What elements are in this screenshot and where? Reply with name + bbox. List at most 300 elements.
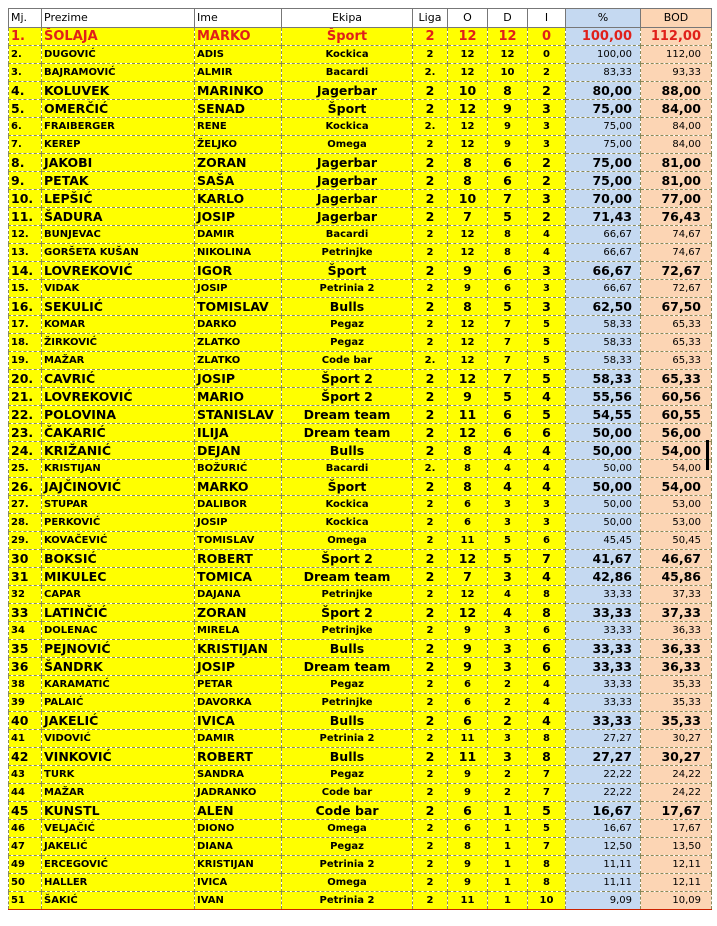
cell-o[interactable]: 6 <box>448 514 488 532</box>
cell-position[interactable]: 32 <box>9 586 42 604</box>
cell-ime[interactable]: DAMIR <box>195 226 282 244</box>
cell-prezime[interactable]: DUGOVIĆ <box>42 46 195 64</box>
cell-ime[interactable]: JOSIP <box>195 280 282 298</box>
cell-prezime[interactable]: VINKOVIĆ <box>42 748 195 766</box>
cell-d[interactable]: 4 <box>488 586 528 604</box>
cell-bod[interactable]: 45,86 <box>641 568 712 586</box>
cell-bod[interactable]: 77,00 <box>641 190 712 208</box>
cell-pct[interactable]: 33,33 <box>566 658 641 676</box>
cell-ime[interactable]: JOSIP <box>195 370 282 388</box>
cell-o[interactable]: 6 <box>448 712 488 730</box>
cell-liga[interactable]: 2 <box>413 604 448 622</box>
cell-i[interactable]: 6 <box>528 532 566 550</box>
cell-i[interactable]: 5 <box>528 802 566 820</box>
cell-position[interactable]: 42 <box>9 748 42 766</box>
cell-ekipa[interactable]: Bulls <box>282 712 413 730</box>
cell-bod[interactable]: 60,55 <box>641 406 712 424</box>
cell-liga[interactable]: 2 <box>413 514 448 532</box>
cell-prezime[interactable]: PALAIĆ <box>42 694 195 712</box>
cell-liga[interactable]: 2 <box>413 190 448 208</box>
cell-position[interactable]: 9. <box>9 172 42 190</box>
cell-position[interactable]: 1. <box>9 28 42 46</box>
cell-pct[interactable]: 58,33 <box>566 370 641 388</box>
cell-ime[interactable]: IGOR <box>195 262 282 280</box>
cell-bod[interactable]: 112,00 <box>641 28 712 46</box>
table-row[interactable] <box>9 262 712 280</box>
cell-i[interactable]: 5 <box>528 352 566 370</box>
cell-ekipa[interactable]: Pegaz <box>282 766 413 784</box>
cell-pct[interactable]: 75,00 <box>566 100 641 118</box>
cell-liga[interactable]: 2 <box>413 730 448 748</box>
cell-liga[interactable]: 2 <box>413 658 448 676</box>
cell-pct[interactable]: 100,00 <box>566 46 641 64</box>
cell-pct[interactable]: 54,55 <box>566 406 641 424</box>
cell-liga[interactable]: 2 <box>413 424 448 442</box>
cell-ime[interactable]: DAJANA <box>195 586 282 604</box>
cell-bod[interactable]: 56,00 <box>641 424 712 442</box>
cell-ime[interactable]: DIANA <box>195 838 282 856</box>
cell-ime[interactable]: PETAR <box>195 676 282 694</box>
table-row[interactable] <box>9 856 712 874</box>
table-row[interactable] <box>9 478 712 496</box>
cell-bod[interactable]: 65,33 <box>641 334 712 352</box>
table-row[interactable] <box>9 622 712 640</box>
cell-ekipa[interactable]: Code bar <box>282 784 413 802</box>
cell-bod[interactable]: 12,11 <box>641 874 712 892</box>
cell-i[interactable]: 8 <box>528 874 566 892</box>
cell-o[interactable]: 10 <box>448 190 488 208</box>
cell-i[interactable]: 8 <box>528 730 566 748</box>
table-row[interactable] <box>9 64 712 82</box>
cell-ekipa[interactable]: Jagerbar <box>282 82 413 100</box>
cell-d[interactable]: 6 <box>488 154 528 172</box>
cell-position[interactable]: 24. <box>9 442 42 460</box>
cell-position[interactable]: 41 <box>9 730 42 748</box>
cell-prezime[interactable]: BUNJEVAC <box>42 226 195 244</box>
cell-prezime[interactable]: MAŽAR <box>42 352 195 370</box>
cell-d[interactable]: 7 <box>488 334 528 352</box>
cell-o[interactable]: 11 <box>448 892 488 910</box>
cell-liga[interactable]: 2. <box>413 460 448 478</box>
cell-prezime[interactable]: CAPAR <box>42 586 195 604</box>
cell-bod[interactable]: 53,00 <box>641 514 712 532</box>
cell-prezime[interactable]: HALLER <box>42 874 195 892</box>
cell-ekipa[interactable]: Dream team <box>282 406 413 424</box>
cell-ekipa[interactable]: Pegaz <box>282 334 413 352</box>
cell-prezime[interactable]: MAŽAR <box>42 784 195 802</box>
cell-prezime[interactable]: KRIŽANIĆ <box>42 442 195 460</box>
cell-o[interactable]: 9 <box>448 658 488 676</box>
cell-position[interactable]: 6. <box>9 118 42 136</box>
cell-d[interactable]: 9 <box>488 136 528 154</box>
cell-prezime[interactable]: JAKOBI <box>42 154 195 172</box>
cell-ime[interactable]: MARKO <box>195 478 282 496</box>
cell-o[interactable]: 12 <box>448 244 488 262</box>
table-row[interactable] <box>9 496 712 514</box>
cell-ime[interactable]: RENE <box>195 118 282 136</box>
cell-d[interactable]: 3 <box>488 622 528 640</box>
table-row[interactable] <box>9 172 712 190</box>
cell-bod[interactable]: 67,50 <box>641 298 712 316</box>
cell-prezime[interactable]: ERCEGOVIĆ <box>42 856 195 874</box>
cell-i[interactable]: 5 <box>528 370 566 388</box>
cell-prezime[interactable]: ŠANDRK <box>42 658 195 676</box>
cell-liga[interactable]: 2 <box>413 226 448 244</box>
cell-o[interactable]: 6 <box>448 694 488 712</box>
cell-pct[interactable]: 41,67 <box>566 550 641 568</box>
cell-position[interactable]: 28. <box>9 514 42 532</box>
cell-d[interactable]: 12 <box>488 28 528 46</box>
cell-prezime[interactable]: KUNSTL <box>42 802 195 820</box>
cell-ime[interactable]: MARKO <box>195 28 282 46</box>
cell-ekipa[interactable]: Bulls <box>282 298 413 316</box>
cell-i[interactable]: 3 <box>528 298 566 316</box>
table-row[interactable] <box>9 748 712 766</box>
cell-bod[interactable]: 84,00 <box>641 118 712 136</box>
cell-liga[interactable]: 2 <box>413 46 448 64</box>
cell-ime[interactable]: SAŠA <box>195 172 282 190</box>
cell-d[interactable]: 3 <box>488 496 528 514</box>
cell-i[interactable]: 6 <box>528 424 566 442</box>
cell-ekipa[interactable]: Šport 2 <box>282 604 413 622</box>
cell-d[interactable]: 8 <box>488 244 528 262</box>
cell-ime[interactable]: DAVORKA <box>195 694 282 712</box>
cell-pct[interactable]: 22,22 <box>566 766 641 784</box>
table-row[interactable] <box>9 316 712 334</box>
cell-d[interactable]: 4 <box>488 604 528 622</box>
header-prezime[interactable]: Prezime <box>42 9 195 28</box>
cell-pct[interactable]: 16,67 <box>566 802 641 820</box>
cell-i[interactable]: 4 <box>528 568 566 586</box>
cell-d[interactable]: 7 <box>488 316 528 334</box>
cell-i[interactable]: 4 <box>528 460 566 478</box>
cell-ekipa[interactable]: Jagerbar <box>282 190 413 208</box>
cell-pct[interactable]: 50,00 <box>566 460 641 478</box>
cell-bod[interactable]: 30,27 <box>641 730 712 748</box>
cell-prezime[interactable]: KOLUVEK <box>42 82 195 100</box>
cell-position[interactable]: 51 <box>9 892 42 910</box>
table-row[interactable] <box>9 334 712 352</box>
cell-ime[interactable]: ZLATKO <box>195 334 282 352</box>
cell-liga[interactable]: 2 <box>413 316 448 334</box>
cell-i[interactable]: 3 <box>528 262 566 280</box>
cell-liga[interactable]: 2 <box>413 802 448 820</box>
cell-pct[interactable]: 58,33 <box>566 316 641 334</box>
cell-pct[interactable]: 50,00 <box>566 514 641 532</box>
cell-bod[interactable]: 10,09 <box>641 892 712 910</box>
cell-prezime[interactable]: JAKELIĆ <box>42 838 195 856</box>
cell-pct[interactable]: 27,27 <box>566 748 641 766</box>
cell-o[interactable]: 12 <box>448 550 488 568</box>
cell-position[interactable]: 22. <box>9 406 42 424</box>
cell-i[interactable]: 3 <box>528 100 566 118</box>
cell-i[interactable]: 7 <box>528 766 566 784</box>
cell-ekipa[interactable]: Šport <box>282 262 413 280</box>
cell-ekipa[interactable]: Pegaz <box>282 316 413 334</box>
cell-o[interactable]: 12 <box>448 370 488 388</box>
cell-pct[interactable]: 33,33 <box>566 712 641 730</box>
cell-d[interactable]: 1 <box>488 820 528 838</box>
cell-d[interactable]: 3 <box>488 658 528 676</box>
cell-pct[interactable]: 50,00 <box>566 478 641 496</box>
cell-pct[interactable]: 16,67 <box>566 820 641 838</box>
cell-pct[interactable]: 75,00 <box>566 154 641 172</box>
cell-d[interactable]: 7 <box>488 370 528 388</box>
cell-prezime[interactable]: LOVREKOVIĆ <box>42 262 195 280</box>
cell-liga[interactable]: 2 <box>413 748 448 766</box>
cell-ime[interactable]: ZORAN <box>195 604 282 622</box>
cell-pct[interactable]: 58,33 <box>566 352 641 370</box>
table-row[interactable] <box>9 46 712 64</box>
cell-o[interactable]: 12 <box>448 28 488 46</box>
cell-d[interactable]: 8 <box>488 82 528 100</box>
cell-bod[interactable]: 36,33 <box>641 640 712 658</box>
cell-position[interactable]: 44 <box>9 784 42 802</box>
table-row[interactable] <box>9 784 712 802</box>
cell-bod[interactable]: 72,67 <box>641 262 712 280</box>
cell-o[interactable]: 9 <box>448 784 488 802</box>
cell-ime[interactable]: DAMIR <box>195 730 282 748</box>
cell-pct[interactable]: 33,33 <box>566 694 641 712</box>
cell-i[interactable]: 2 <box>528 154 566 172</box>
cell-liga[interactable]: 2 <box>413 892 448 910</box>
cell-d[interactable]: 3 <box>488 640 528 658</box>
cell-o[interactable]: 7 <box>448 568 488 586</box>
cell-ime[interactable]: JOSIP <box>195 514 282 532</box>
cell-ime[interactable]: DALIBOR <box>195 496 282 514</box>
cell-ime[interactable]: DARKO <box>195 316 282 334</box>
cell-pct[interactable]: 75,00 <box>566 118 641 136</box>
cell-position[interactable]: 39 <box>9 694 42 712</box>
cell-prezime[interactable]: VELJAČIĆ <box>42 820 195 838</box>
cell-ime[interactable]: ADIS <box>195 46 282 64</box>
cell-i[interactable]: 4 <box>528 442 566 460</box>
cell-d[interactable]: 6 <box>488 424 528 442</box>
cell-bod[interactable]: 35,33 <box>641 712 712 730</box>
cell-liga[interactable]: 2 <box>413 568 448 586</box>
cell-o[interactable]: 12 <box>448 586 488 604</box>
cell-ime[interactable]: BOŽURIĆ <box>195 460 282 478</box>
header-bod[interactable]: BOD <box>641 9 712 28</box>
cell-pct[interactable]: 11,11 <box>566 874 641 892</box>
cell-prezime[interactable]: ČAKARIĆ <box>42 424 195 442</box>
cell-prezime[interactable]: KOVAČEVIĆ <box>42 532 195 550</box>
cell-prezime[interactable]: KARAMATIĆ <box>42 676 195 694</box>
cell-d[interactable]: 2 <box>488 676 528 694</box>
cell-ime[interactable]: TOMICA <box>195 568 282 586</box>
cell-ekipa[interactable]: Kockica <box>282 496 413 514</box>
cell-ekipa[interactable]: Šport 2 <box>282 550 413 568</box>
table-row[interactable] <box>9 190 712 208</box>
table-row[interactable] <box>9 82 712 100</box>
cell-ime[interactable]: ILIJA <box>195 424 282 442</box>
cell-liga[interactable]: 2 <box>413 550 448 568</box>
cell-o[interactable]: 12 <box>448 100 488 118</box>
table-row[interactable] <box>9 658 712 676</box>
cell-prezime[interactable]: CAVRIĆ <box>42 370 195 388</box>
cell-d[interactable]: 6 <box>488 172 528 190</box>
cell-d[interactable]: 6 <box>488 280 528 298</box>
cell-bod[interactable]: 35,33 <box>641 694 712 712</box>
cell-bod[interactable]: 13,50 <box>641 838 712 856</box>
cell-position[interactable]: 19. <box>9 352 42 370</box>
cell-ime[interactable]: STANISLAV <box>195 406 282 424</box>
table-row[interactable] <box>9 694 712 712</box>
cell-liga[interactable]: 2 <box>413 622 448 640</box>
cell-liga[interactable]: 2 <box>413 712 448 730</box>
cell-bod[interactable]: 112,00 <box>641 46 712 64</box>
cell-pct[interactable]: 80,00 <box>566 82 641 100</box>
cell-o[interactable]: 9 <box>448 262 488 280</box>
cell-o[interactable]: 12 <box>448 64 488 82</box>
cell-bod[interactable]: 74,67 <box>641 244 712 262</box>
table-row[interactable] <box>9 712 712 730</box>
cell-ekipa[interactable]: Šport <box>282 478 413 496</box>
cell-prezime[interactable]: PETAK <box>42 172 195 190</box>
cell-pct[interactable]: 33,33 <box>566 586 641 604</box>
cell-position[interactable]: 13. <box>9 244 42 262</box>
cell-liga[interactable]: 2. <box>413 352 448 370</box>
cell-liga[interactable]: 2 <box>413 100 448 118</box>
table-row[interactable] <box>9 28 712 46</box>
cell-prezime[interactable]: FRAIBERGER <box>42 118 195 136</box>
table-row[interactable] <box>9 838 712 856</box>
cell-liga[interactable]: 2 <box>413 784 448 802</box>
cell-ekipa[interactable]: Bulls <box>282 748 413 766</box>
cell-i[interactable]: 7 <box>528 784 566 802</box>
cell-liga[interactable]: 2 <box>413 262 448 280</box>
cell-prezime[interactable]: LOVREKOVIĆ <box>42 388 195 406</box>
cell-i[interactable]: 6 <box>528 658 566 676</box>
cell-prezime[interactable]: PEJNOVIĆ <box>42 640 195 658</box>
table-row[interactable] <box>9 730 712 748</box>
cell-ime[interactable]: SENAD <box>195 100 282 118</box>
cell-o[interactable]: 8 <box>448 442 488 460</box>
cell-ekipa[interactable]: Šport 2 <box>282 388 413 406</box>
cell-o[interactable]: 12 <box>448 226 488 244</box>
cell-ime[interactable]: NIKOLINA <box>195 244 282 262</box>
cell-o[interactable]: 12 <box>448 334 488 352</box>
cell-position[interactable]: 40 <box>9 712 42 730</box>
table-row[interactable] <box>9 892 712 910</box>
table-row[interactable] <box>9 514 712 532</box>
cell-pct[interactable]: 62,50 <box>566 298 641 316</box>
cell-prezime[interactable]: LEPŠIĆ <box>42 190 195 208</box>
cell-d[interactable]: 9 <box>488 118 528 136</box>
cell-ekipa[interactable]: Bacardi <box>282 460 413 478</box>
cell-liga[interactable]: 2 <box>413 586 448 604</box>
cell-liga[interactable]: 2 <box>413 298 448 316</box>
cell-o[interactable]: 11 <box>448 406 488 424</box>
cell-prezime[interactable]: JAJČINOVIĆ <box>42 478 195 496</box>
cell-pct[interactable]: 33,33 <box>566 676 641 694</box>
table-row[interactable] <box>9 568 712 586</box>
cell-bod[interactable]: 36,33 <box>641 622 712 640</box>
header-d[interactable]: D <box>488 9 528 28</box>
cell-i[interactable]: 3 <box>528 118 566 136</box>
cell-ime[interactable]: KRISTIJAN <box>195 640 282 658</box>
cell-prezime[interactable]: VIDOVIĆ <box>42 730 195 748</box>
cell-bod[interactable]: 93,33 <box>641 64 712 82</box>
cell-pct[interactable]: 50,00 <box>566 496 641 514</box>
cell-i[interactable]: 7 <box>528 838 566 856</box>
cell-ime[interactable]: ALMIR <box>195 64 282 82</box>
header-ekipa[interactable]: Ekipa <box>282 9 413 28</box>
cell-ime[interactable]: MIRELA <box>195 622 282 640</box>
cell-i[interactable]: 3 <box>528 496 566 514</box>
cell-i[interactable]: 3 <box>528 136 566 154</box>
cell-o[interactable]: 12 <box>448 136 488 154</box>
cell-bod[interactable]: 60,56 <box>641 388 712 406</box>
table-row[interactable] <box>9 874 712 892</box>
table-row[interactable] <box>9 298 712 316</box>
cell-d[interactable]: 1 <box>488 838 528 856</box>
cell-d[interactable]: 3 <box>488 748 528 766</box>
cell-position[interactable]: 50 <box>9 874 42 892</box>
cell-i[interactable]: 8 <box>528 604 566 622</box>
cell-bod[interactable]: 36,33 <box>641 658 712 676</box>
cell-i[interactable]: 4 <box>528 694 566 712</box>
cell-liga[interactable]: 2 <box>413 856 448 874</box>
cell-pct[interactable]: 58,33 <box>566 334 641 352</box>
cell-o[interactable]: 12 <box>448 424 488 442</box>
cell-o[interactable]: 9 <box>448 766 488 784</box>
cell-bod[interactable]: 88,00 <box>641 82 712 100</box>
cell-i[interactable]: 8 <box>528 586 566 604</box>
cell-prezime[interactable]: LATINČIĆ <box>42 604 195 622</box>
cell-i[interactable]: 0 <box>528 28 566 46</box>
cell-o[interactable]: 11 <box>448 748 488 766</box>
cell-prezime[interactable]: POLOVINA <box>42 406 195 424</box>
cell-position[interactable]: 11. <box>9 208 42 226</box>
cell-ime[interactable]: ROBERT <box>195 748 282 766</box>
cell-pct[interactable]: 66,67 <box>566 244 641 262</box>
cell-pct[interactable]: 11,11 <box>566 856 641 874</box>
cell-bod[interactable]: 46,67 <box>641 550 712 568</box>
cell-pct[interactable]: 33,33 <box>566 622 641 640</box>
cell-ekipa[interactable]: Šport 2 <box>282 370 413 388</box>
cell-ekipa[interactable]: Kockica <box>282 46 413 64</box>
cell-pct[interactable]: 27,27 <box>566 730 641 748</box>
cell-ekipa[interactable]: Petrinia 2 <box>282 280 413 298</box>
table-row[interactable] <box>9 370 712 388</box>
cell-pct[interactable]: 75,00 <box>566 136 641 154</box>
cell-pct[interactable]: 33,33 <box>566 604 641 622</box>
cell-bod[interactable]: 76,43 <box>641 208 712 226</box>
cell-position[interactable]: 25. <box>9 460 42 478</box>
cell-ekipa[interactable]: Dream team <box>282 424 413 442</box>
cell-pct[interactable]: 100,00 <box>566 28 641 46</box>
table-row[interactable] <box>9 766 712 784</box>
cell-i[interactable]: 4 <box>528 478 566 496</box>
table-row[interactable] <box>9 100 712 118</box>
cell-o[interactable]: 8 <box>448 460 488 478</box>
cell-liga[interactable]: 2 <box>413 838 448 856</box>
cell-liga[interactable]: 2 <box>413 334 448 352</box>
cell-i[interactable]: 6 <box>528 622 566 640</box>
table-row[interactable] <box>9 460 712 478</box>
cell-position[interactable]: 46 <box>9 820 42 838</box>
cell-ime[interactable]: TOMISLAV <box>195 532 282 550</box>
cell-i[interactable]: 8 <box>528 856 566 874</box>
cell-bod[interactable]: 81,00 <box>641 172 712 190</box>
cell-d[interactable]: 5 <box>488 550 528 568</box>
cell-i[interactable]: 2 <box>528 82 566 100</box>
cell-ekipa[interactable]: Šport <box>282 28 413 46</box>
cell-pct[interactable]: 70,00 <box>566 190 641 208</box>
cell-position[interactable]: 45 <box>9 802 42 820</box>
cell-position[interactable]: 36 <box>9 658 42 676</box>
